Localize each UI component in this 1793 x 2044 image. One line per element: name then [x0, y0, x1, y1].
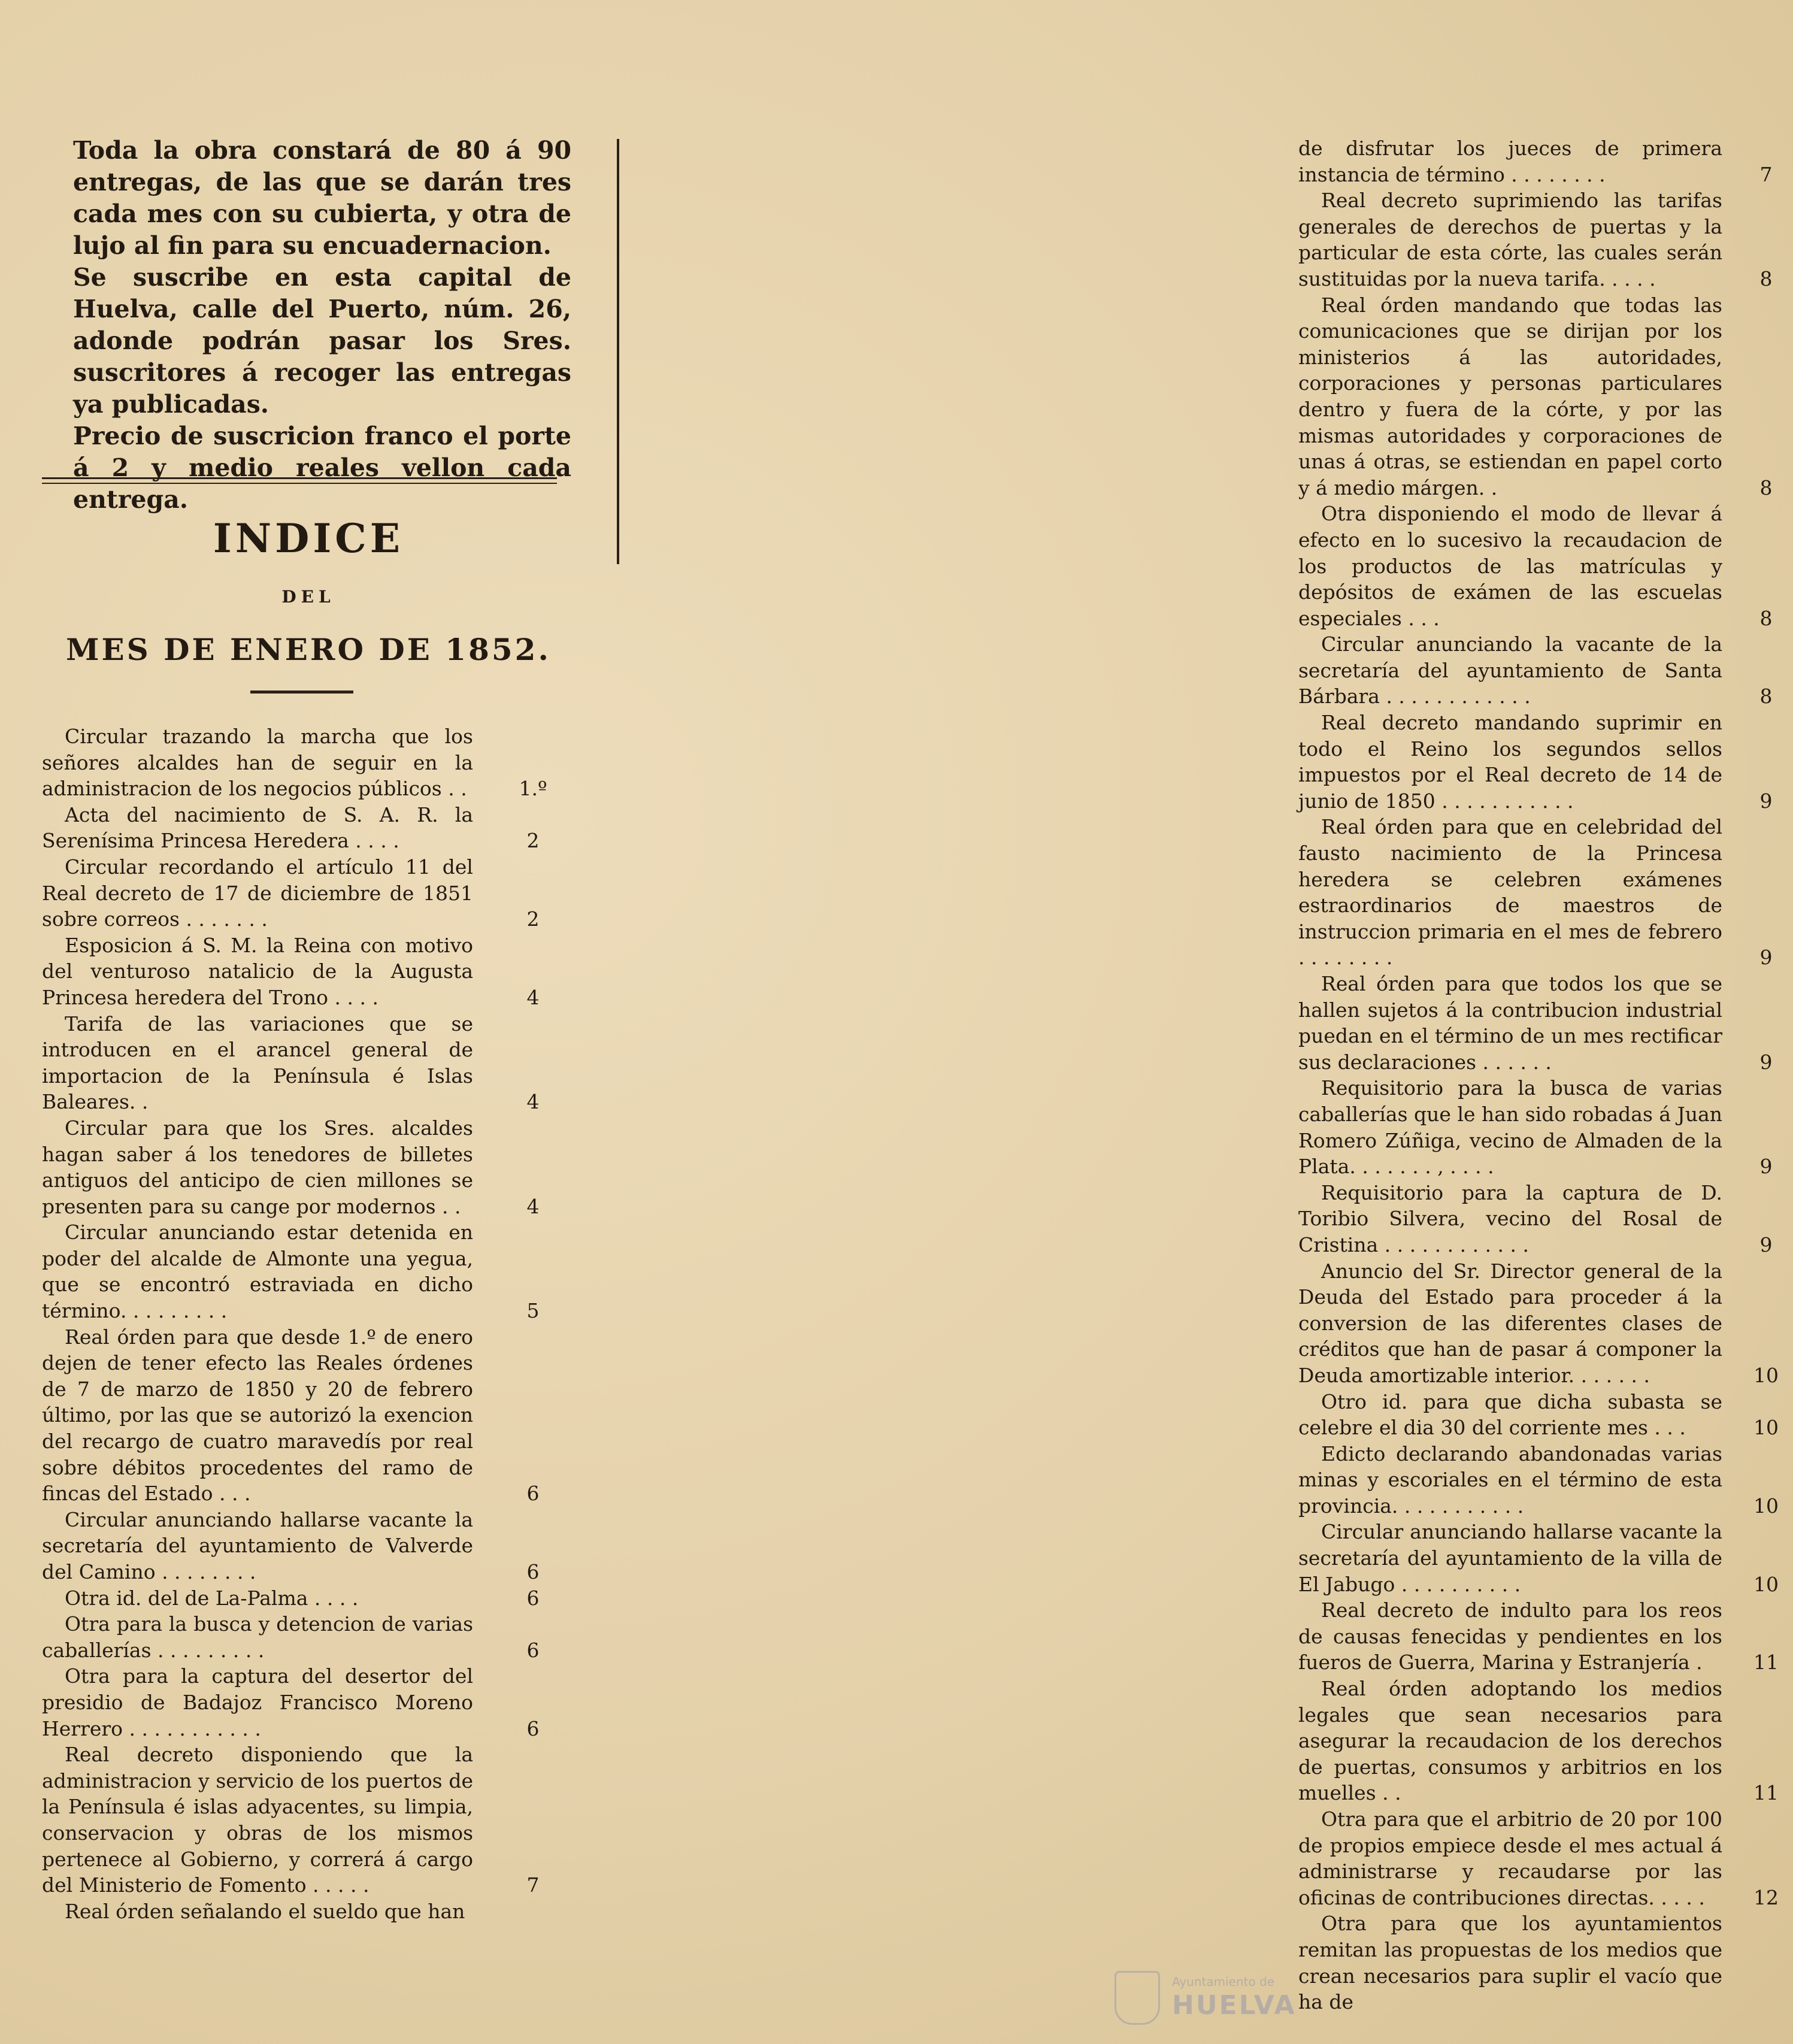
entry-text: Otra para la busca y detencion de varias caballerías . . . . . . . . .	[42, 1612, 473, 1662]
index-entry	[42, 1324, 540, 1507]
entry-text: Circular anunciando la vacante de la secretaría del ayuntamiento de Santa Bárbara . . . . . . . . . . . .	[1298, 632, 1722, 708]
index-entry	[42, 1115, 540, 1219]
entry-text: Otro id. para que dicha subasta se celebre el dia 30 del corriente mes . . .	[1298, 1389, 1722, 1440]
notice-paragraph: Precio de suscricion franco el porte á 2 y medio reales vellon cada entrega.	[73, 422, 571, 514]
entry-page-number: 9	[1759, 946, 1773, 970]
index-entry	[1298, 1806, 1779, 1910]
index-entry	[1298, 710, 1773, 814]
index-entry	[1298, 1180, 1773, 1258]
notice-paragraph: Toda la obra constará de 80 á 90 entregas, de las que se darán tres cada mes con su cubierta, y otra de lujo al fin para su encuadernacion.	[73, 136, 571, 260]
index-entry	[1298, 814, 1773, 971]
entry-text: Edicto declarando abandonadas varias minas y escoriales en el término de esta provincia. . . . . . . . . . .	[1298, 1442, 1722, 1518]
watermark-line-1: Ayuntamiento de	[1172, 1975, 1275, 1989]
entry-page-number: 5	[526, 1299, 540, 1323]
entry-page-number: 6	[526, 1560, 540, 1583]
entry-page-number: 8	[1759, 685, 1773, 708]
entry-text: Real órden adoptando los medios legales que sean necesarios para asegurar la recaudacion de los derechos de puertas, consumos y arbitrios en los muelles . .	[1298, 1677, 1722, 1805]
index-entry	[42, 932, 540, 1011]
entry-page-number: 2	[526, 829, 540, 853]
entry-text: Circular para que los Sres. alcaldes hagan saber á los tenedores de billetes antiguos del anticipo de cien millones se presenten para su cange por modernos . .	[42, 1116, 473, 1218]
entry-text: Esposicion á S. M. la Reina con motivo del venturoso natalicio de la Augusta Princesa heredera del Trono . . . .	[42, 933, 473, 1009]
index-entry	[42, 1585, 540, 1612]
index-entry	[42, 723, 547, 802]
entry-text: Circular trazando la marcha que los señores alcaldes han de seguir en la administracion de los negocios públicos . .	[42, 725, 473, 801]
entry-text: Acta del nacimiento de S. A. R. la Serenísima Princesa Heredera . . . .	[42, 803, 473, 853]
entry-text: Real órden para que todos los que se hallen sujetos á la contribucion industrial puedan en el término de un mes rectificar sus declaraciones . . . . . .	[1298, 972, 1722, 1074]
entry-text: Otra para la captura del desertor del presidio de Badajoz Francisco Moreno Herrero . . . . . . . . . . .	[42, 1664, 473, 1740]
entry-text: Real decreto de indulto para los reos de causas fenecidas y pendientes en los fueros de Guerra, Marina y Estranjería .	[1298, 1598, 1722, 1674]
index-entry	[42, 854, 540, 932]
entry-text: Real decreto mandando suprimir en todo el Reino los segundos sellos impuestos por el Real decreto de 14 de junio de 1850 . . . . . . . . . . .	[1298, 711, 1722, 813]
entry-page-number: 7	[526, 1873, 540, 1897]
index-entry	[1298, 1519, 1779, 1597]
notice-paragraph: Se suscribe en esta capital de Huelva, calle del Puerto, núm. 26, adonde podrán pasar los Sres. suscritores á recoger las entregas ya publicadas.	[73, 263, 571, 419]
index-entry	[1298, 1910, 1722, 2015]
index-entry	[1298, 971, 1773, 1075]
entry-text: Circular anunciando hallarse vacante la secretaría del ayuntamiento de la villa de El Jabugo . . . . . . . . . .	[1298, 1520, 1722, 1596]
index-entry	[1298, 1389, 1779, 1441]
entry-page-number: 6	[526, 1716, 540, 1740]
entry-text: Otra para que el arbitrio de 20 por 100 de propios empiece desde el mes actual á administrarse y recaudarse por las oficinas de contribuciones directas. . . . .	[1298, 1807, 1722, 1909]
index-entry	[42, 1219, 540, 1324]
entry-page-number: 12	[1753, 1885, 1779, 1909]
entry-page-number: 11	[1753, 1781, 1779, 1805]
entry-text: Otra id. del de La-Palma . . . .	[65, 1586, 359, 1610]
entry-text: Anuncio del Sr. Director general de la Deuda del Estado para proceder á la conversion de las diferentes clases de créditos que han de pasar á componer la Deuda amortizable interior. . . . . . .	[1298, 1259, 1722, 1387]
index-entry	[1298, 187, 1773, 292]
entry-text: Tarifa de las variaciones que se introducen en el arancel general de importacion de la Península é Islas Baleares. .	[42, 1012, 473, 1114]
entry-text: Real decreto disponiendo que la administracion y servicio de los puertos de la Península é islas adyacentes, su limpia, conservacion y obras de los mismos pertenece al Gobierno, y correrá á cargo del Ministerio de Fomento . . . . .	[42, 1743, 473, 1897]
index-entry	[42, 1011, 540, 1115]
index-entry	[1298, 1597, 1779, 1676]
entry-page-number: 6	[526, 1482, 540, 1506]
index-month: MES DE ENERO DE 1852.	[66, 632, 551, 667]
entry-page-number: 2	[526, 907, 540, 931]
index-entry	[1298, 135, 1773, 187]
entry-page-number: 8	[1759, 476, 1773, 499]
index-entry	[42, 1611, 540, 1663]
double-rule-divider	[42, 477, 557, 484]
entry-page-number: 9	[1759, 1233, 1773, 1256]
archive-watermark	[1114, 1971, 1312, 2022]
entry-page-number: 11	[1753, 1651, 1779, 1674]
index-entry	[42, 1742, 540, 1898]
subscription-notice	[73, 135, 571, 516]
entry-page-number: 9	[1759, 789, 1773, 813]
index-entry	[1298, 1258, 1779, 1389]
entry-page-number: 8	[1759, 606, 1773, 630]
entry-text: Circular anunciando estar detenida en poder del alcalde de Almonte una yegua, que se encontró estraviada en dicho término. . . . . . . . .	[42, 1221, 473, 1323]
index-title: INDICE	[213, 515, 404, 562]
city-crest-icon	[1114, 1971, 1160, 2025]
entry-page-number: 9	[1759, 1155, 1773, 1179]
entry-text: Circular anunciando hallarse vacante la secretaría del ayuntamiento de Valverde del Camino . . . . . . . .	[42, 1507, 473, 1583]
entry-text: Real órden mandando que todas las comunicaciones que se dirijan por los ministerios á las autoridades, corporaciones y personas particulares dentro y fuera de la córte, y por las mismas autoridades y corporaciones de unas á otras, se estiendan en papel corto y á medio márgen. .	[1298, 293, 1722, 499]
entry-text: Otra disponiendo el modo de llevar á efecto en lo sucesivo la recaudacion de los productos de las matrículas y depósitos de exámen de las escuelas especiales . . .	[1298, 502, 1722, 630]
column-divider	[617, 139, 619, 564]
index-entry	[1298, 501, 1773, 631]
entry-page-number: 6	[526, 1586, 540, 1610]
entry-page-number: 7	[1759, 162, 1773, 186]
index-entry	[1298, 292, 1773, 501]
index-entry	[42, 1898, 473, 1925]
entry-page-number: 4	[526, 1090, 540, 1114]
index-entry	[1298, 1075, 1773, 1179]
entry-text: Real órden para que en celebridad del fausto nacimiento de la Princesa heredera se celebren exámenes estraordinarios de maestros de instruccion primaria en el mes de febrero . . . . . . . .	[1298, 815, 1722, 970]
index-list-right	[1298, 135, 1779, 2015]
index-entry	[1298, 631, 1773, 710]
watermark-line-2: HUELVA	[1172, 1990, 1297, 2021]
entry-text: Circular recordando el artículo 11 del Real decreto de 17 de diciembre de 1851 sobre correos . . . . . . .	[42, 855, 473, 931]
entry-page-number: 10	[1753, 1416, 1779, 1440]
entry-text: Requisitorio para la captura de D. Toribio Silvera, vecino del Rosal de Cristina . . . . . . . . . . . .	[1298, 1180, 1722, 1256]
entry-page-number: 10	[1753, 1363, 1779, 1387]
entry-page-number: 10	[1753, 1572, 1779, 1596]
short-rule-divider	[250, 691, 353, 694]
entry-page-number: 9	[1759, 1050, 1773, 1074]
entry-page-number: 6	[526, 1638, 540, 1662]
index-entry	[42, 802, 540, 854]
entry-text: Real órden para que desde 1.º de enero dejen de tener efecto las Reales órdenes de 7 de marzo de 1850 y 20 de febrero último, por las que se autorizó la exencion del recargo de cuatro maravedís por real sobre débitos procedentes del ramo de fincas del Estado . . .	[42, 1325, 473, 1506]
index-subtitle: DEL	[281, 587, 335, 607]
entry-page-number: 10	[1753, 1494, 1779, 1518]
index-entry	[1298, 1676, 1779, 1806]
index-entry	[42, 1663, 540, 1742]
entry-page-number: 1.º	[519, 777, 547, 801]
entry-text: Real órden señalando el sueldo que han	[65, 1899, 465, 1923]
entry-text: Real decreto suprimiendo las tarifas generales de derechos de puertas y la particular de esta córte, las cuales serán sustituidas por la nueva tarifa. . . . .	[1298, 189, 1722, 290]
entry-page-number: 8	[1759, 267, 1773, 290]
index-entry	[42, 1507, 540, 1585]
entry-text: de disfrutar los jueces de primera instancia de término . . . . . . . .	[1298, 137, 1722, 186]
entry-page-number: 4	[526, 985, 540, 1009]
entry-text: Otra para que los ayuntamientos remitan las propuestas de los medios que crean necesarios para suplir el vacío que ha de	[1298, 1912, 1722, 2014]
entry-page-number: 4	[526, 1194, 540, 1218]
index-list-left	[42, 723, 547, 1924]
index-entry	[1298, 1441, 1779, 1519]
entry-text: Requisitorio para la busca de varias caballerías que le han sido robadas á Juan Romero Zúñiga, vecino de Almaden de la Plata. . . . . . . , . . . .	[1298, 1076, 1722, 1179]
